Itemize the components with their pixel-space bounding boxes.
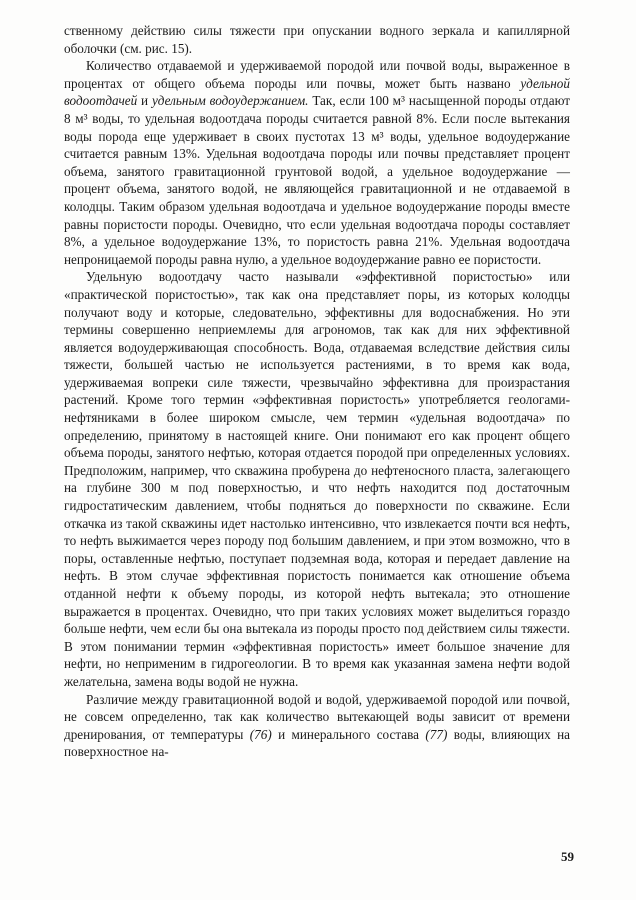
text-run: Различие между гравитационной водой и водой, удерживаемой породой или почвой, не совсем определенно, так как количество вытекающей воды зависит от времени дренирования, от температуры — [64, 691, 570, 742]
text-run: ственному действию силы тяжести при опускании водного зеркала и капиллярной оболочки (см. рис. 15). — [64, 23, 570, 56]
text-run: и минерального состава — [271, 726, 426, 742]
paragraph — [64, 22, 570, 57]
text-run: Так, если 100 м³ насыщенной породы отдают 8 м³ воды, то удельная водоотдача породы считается равной 8%. Если после вытекания воды порода еще удерживает в своих пустотах 13 м³ воды, удельное водоудержание считается равным 13%. Удельная водоотдача породы или почвы представляет процент объема, занятого гравитационной грунтовой водой, а удельное водоудержание — процент объема, занятого водой, не являющейся гравитационной и не отдаваемой в колодцы. Таким образом удельная водоотдача и удельное водоудержание породы вместе равны пористости породы. Очевидно, что если удельная водоотдача породы составляет 8%, а удельное водоудержание 13%, то пористость равна 21%. Удельная водоотдача непроницаемой породы равна нулю, а удельное водоудержание равно ее пористости. — [64, 93, 571, 267]
page-text-block — [64, 22, 570, 761]
text-run: воды, влияющих на поверхностное на- — [64, 726, 571, 760]
italic-term: удельной водоотдачей — [64, 75, 570, 109]
paragraph — [64, 268, 570, 690]
italic-term: (76) — [249, 726, 272, 742]
paragraph — [64, 57, 570, 268]
italic-term: (77) — [425, 726, 448, 742]
text-run: Количество отдаваемой и удерживаемой породой или почвой воды, выраженное в процентах от общего объема породы или почвы, может быть названо — [64, 58, 570, 91]
paragraph — [64, 691, 570, 761]
italic-term: удельным водоудержанием. — [151, 93, 309, 109]
text-run: Удельную водоотдачу часто называли «эффективной пористостью» или «практической пористостью», так как она представляет поры, из которых колодцы получают воду и которые, следовательно, эффективны для водоснабжения. Но эти термины совершенно неприемлемы для агрономов, так как для них эффективной является водоудерживающая способность. Вода, отдаваемая вследствие действия силы тяжести, большей частью не используется растениями, в то время как вода, удерживаемая вопреки силе тяжести, чрезвычайно эффективна для произрастания растений. Кроме того термин «эффективная пористость» употребляется геологами-нефтяниками в более широком смысле, чем термин «удельная водоотдача» по определению, принятому в настоящей книге. Они понимают его как процент общего объема породы, занятого нефтью, которая отдается породой при определенных условиях. Предположим, например, что скважина пробурена до нефтеносного пласта, залегающего на глубине 300 м под поверхностью, и что нефть находится под достаточным гидростатическим давлением, чтобы подняться до поверхности по скважине. Если откачка из такой скважины идет настолько интенсивно, что извлекается почти вся нефть, то нефть выжимается через породу под большим давлением, и при этом возможно, что в поры, оставленные нефтью, поступает подземная вода, которая и передает давление на нефть. В этом случае эффективная пористость понимается как отношение объема отданной нефти к объему породы, из которой нефть вытекала; это отношение выражается в процентах. Очевидно, что при таких условиях может выделиться гораздо больше нефти, чем если бы она вытекала из породы просто под действием силы тяжести. В этом понимании термин «эффективная пористость» имеет большое значение для нефти, но неприменим в гидрогеологии. В то время как указанная замена нефти водой желательна, замена воды водой не нужна. — [64, 269, 570, 689]
page-number: 59 — [561, 849, 574, 864]
text-run: и — [137, 93, 152, 109]
